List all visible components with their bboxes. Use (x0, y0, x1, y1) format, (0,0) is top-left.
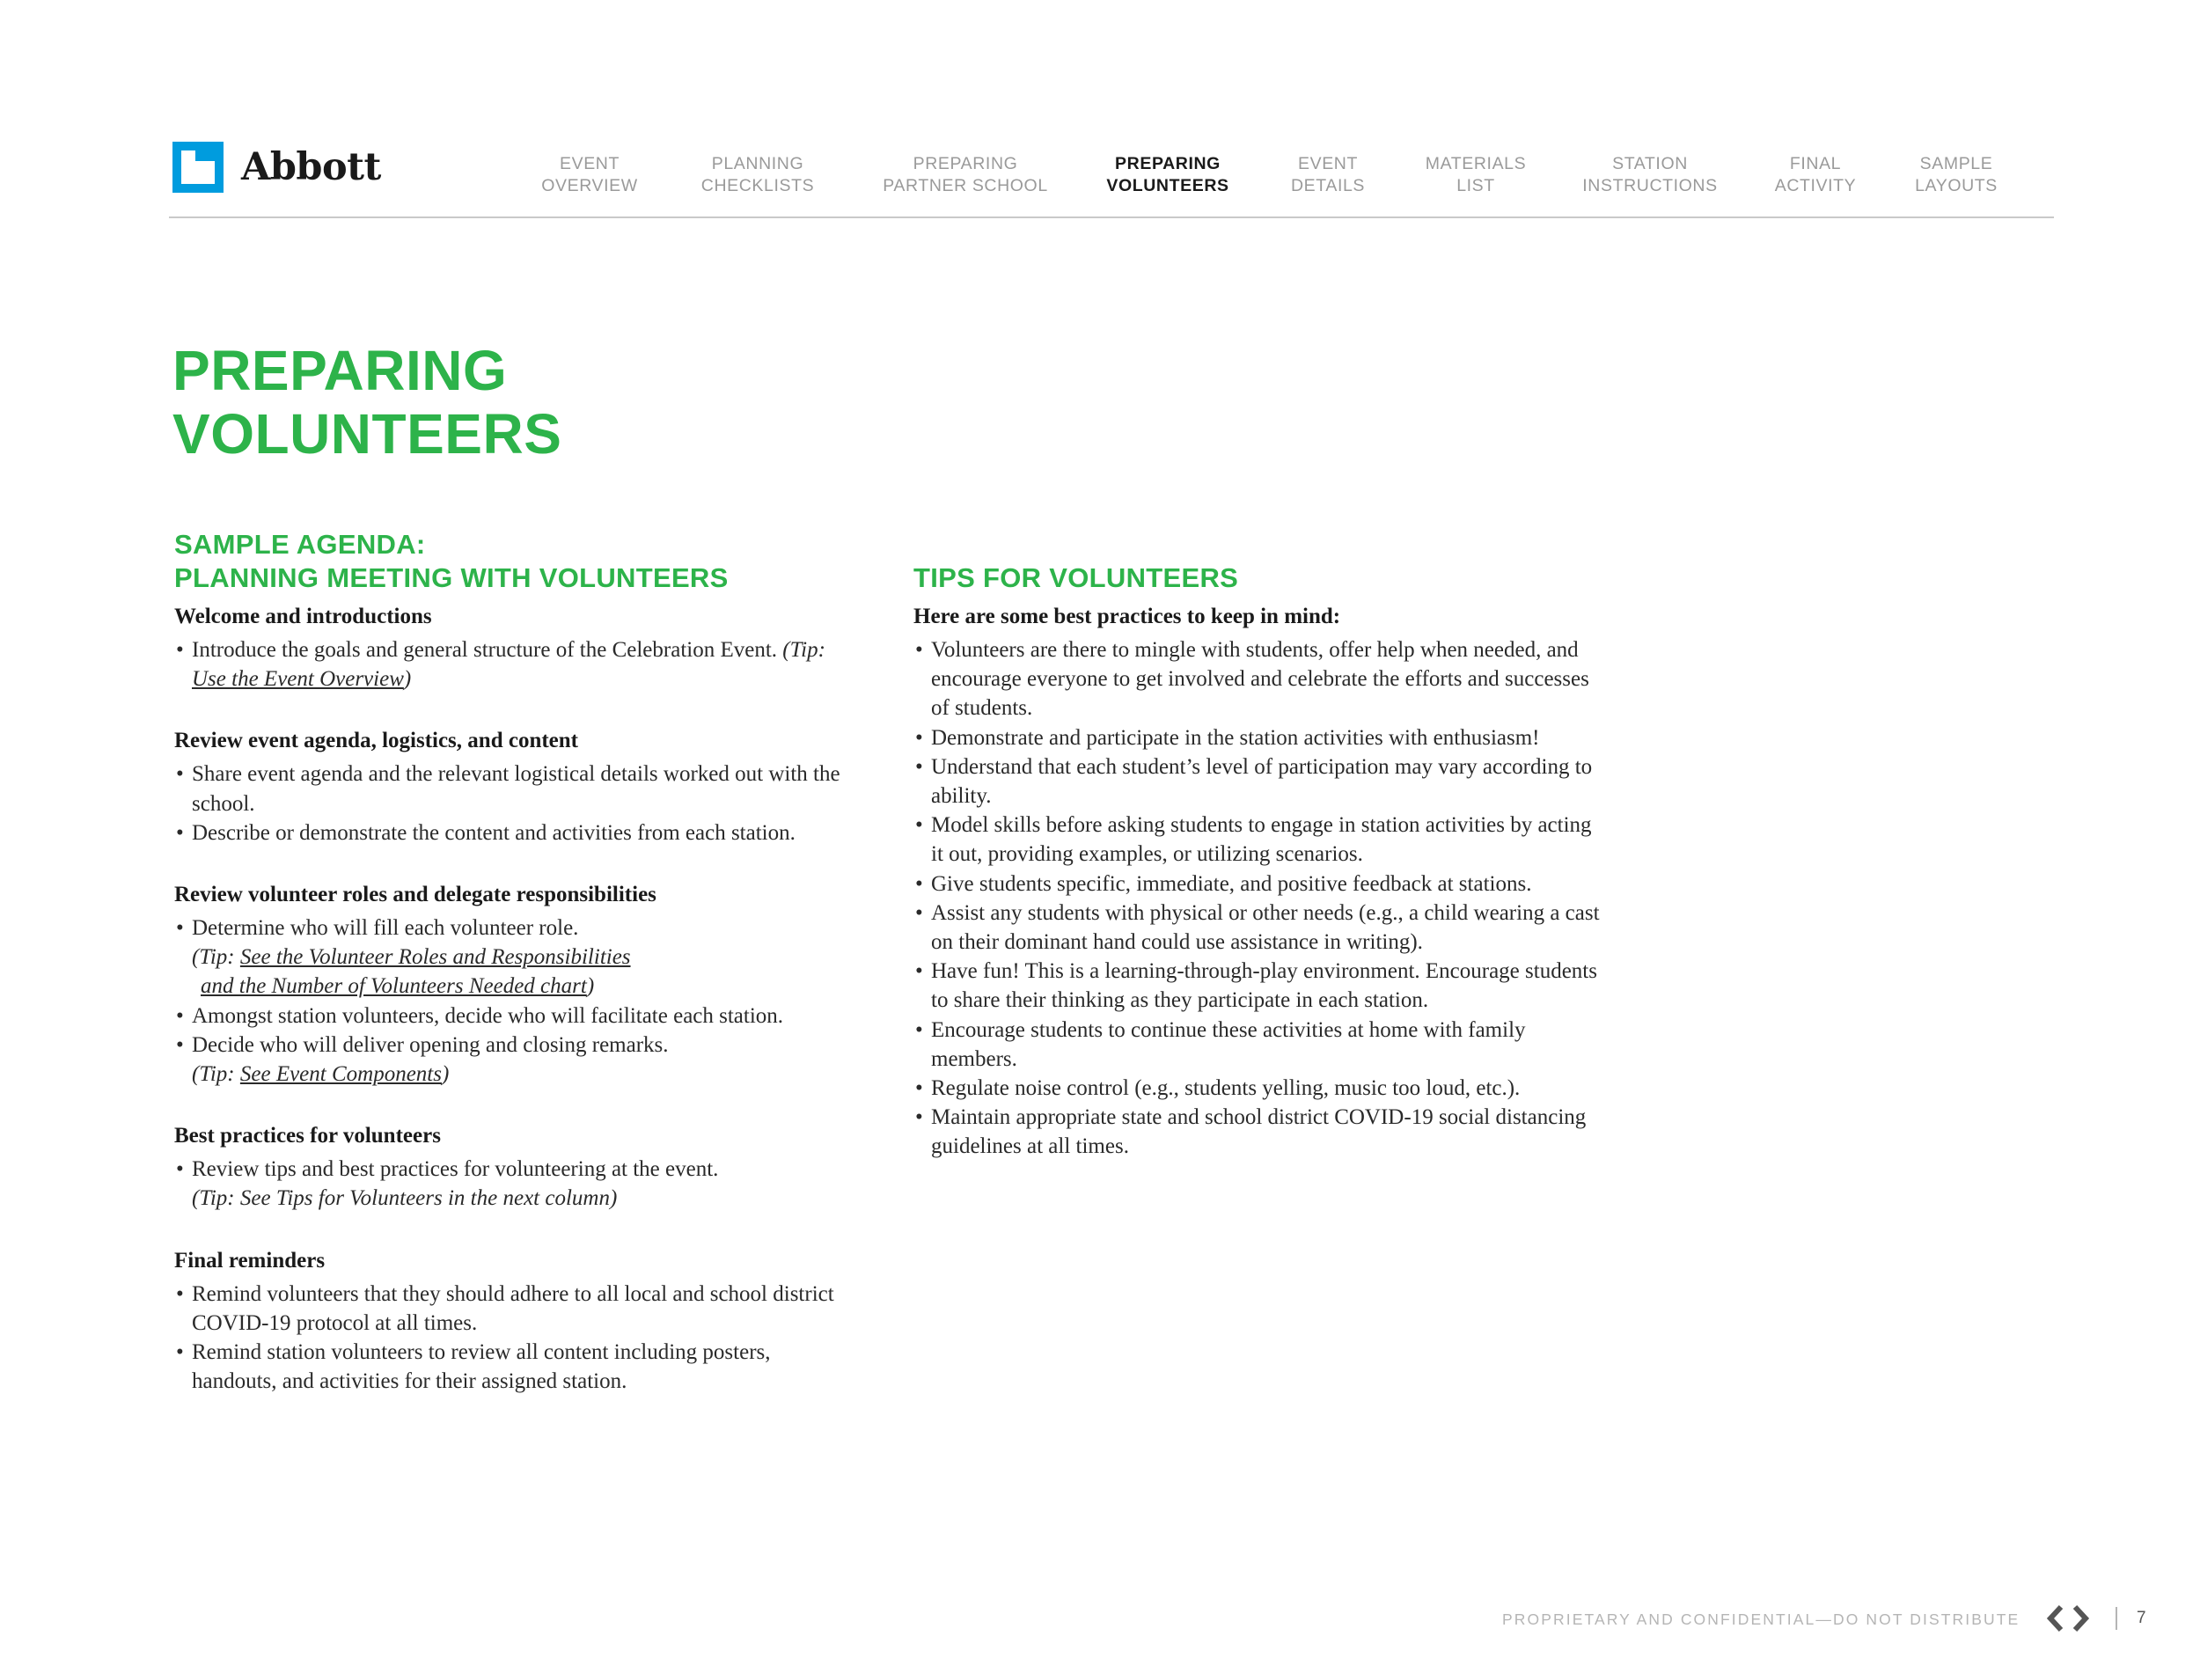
list-item: • Describe or demonstrate the content and activities from each station. (174, 818, 843, 847)
nav-final-activity[interactable]: FINAL ACTIVITY (1774, 154, 1857, 195)
volunteer-roles-link[interactable]: See the Volunteer Roles and Responsibilities (239, 945, 631, 970)
brand-name: Abbott (241, 145, 381, 189)
list-item: • Model skills before asking students to engage in station activities by acting it out, providing examples, or utilizing scenarios. (913, 811, 1600, 869)
tips-heading: TIPS FOR VOLUNTEERS (913, 562, 1239, 593)
agenda-item-title: Welcome and introductions (174, 605, 432, 628)
list-item: • Have fun! This is a learning-through-play environment. Encourage students to share their thinking as they participate in each station. (913, 957, 1600, 1015)
sample-agenda-heading: SAMPLE AGENDA: PLANNING MEETING WITH VOLUNTEERS (174, 529, 729, 593)
nav-event-details[interactable]: EVENT DETAILS (1290, 154, 1366, 195)
nav-sample-layouts[interactable]: SAMPLE LAYOUTS (1915, 154, 1998, 195)
pager-divider (2116, 1607, 2117, 1630)
confidential-notice: PROPRIETARY AND CONFIDENTIAL—DO NOT DISTRIBUTE (1502, 1610, 2020, 1628)
agenda-item-title: Review volunteer roles and delegate responsibilities (174, 883, 656, 907)
list-item: • Understand that each student’s level of participation may vary according to ability. (913, 752, 1600, 811)
sample-agenda-section (174, 528, 843, 1396)
event-components-link[interactable]: See Event Components (239, 1062, 442, 1087)
list-item: • Assist any students with physical or other needs (e.g., a child wearing a cast on their dominant hand could use assistance in writing). (913, 899, 1600, 957)
nav-station-instructions[interactable]: STATION INSTRUCTIONS (1582, 154, 1718, 195)
list-item: • Encourage students to continue these activities at home with family members. (913, 1016, 1600, 1074)
chevron-left-icon[interactable] (2043, 1603, 2068, 1633)
agenda-review-roles (174, 880, 843, 1089)
agenda-final-reminders (174, 1246, 843, 1397)
nav-event-overview[interactable]: EVENT OVERVIEW (541, 154, 638, 195)
agenda-item-title: Final reminders (174, 1248, 326, 1273)
top-navigation (0, 0, 2200, 202)
page-number: 7 (2137, 1609, 2146, 1627)
nav-planning-checklists[interactable]: PLANNING CHECKLISTS (700, 154, 815, 195)
agenda-item-title: Review event agenda, logistics, and content (174, 729, 578, 753)
list-item: • Amongst station volunteers, decide who will facilitate each station. (174, 1001, 843, 1031)
list-item: • Maintain appropriate state and school district COVID-19 social distancing guidelines at all times. (913, 1103, 1600, 1161)
tips-section (913, 528, 1600, 1162)
agenda-item-title: Best practices for volunteers (174, 1124, 441, 1148)
tips-list (913, 635, 1600, 1162)
nav-preparing-volunteers[interactable]: PREPARING VOLUNTEERS (1106, 154, 1229, 195)
list-item: • Remind volunteers that they should adhere to all local and school district COVID-19 protocol at all times. (174, 1280, 843, 1338)
list-item: • Give students specific, immediate, and positive feedback at stations. (913, 869, 1600, 899)
list-item: • Regulate noise control (e.g., students yelling, music too loud, etc.). (913, 1074, 1600, 1103)
nav-materials-list[interactable]: MATERIALS LIST (1425, 154, 1527, 195)
page-navigation (2043, 1603, 2146, 1633)
event-overview-link[interactable]: Use the Event Overview (192, 667, 404, 692)
list-item: • Share event agenda and the relevant logistical details worked out with the school. (174, 759, 843, 818)
list-item: • Volunteers are there to mingle with students, offer help when needed, and encourage everyone to get involved and celebrate the efforts and successes of students. (913, 635, 1600, 723)
chevron-right-icon[interactable] (2068, 1603, 2093, 1633)
list-item: • Remind station volunteers to review all content including posters, handouts, and activities for their assigned station. (174, 1338, 843, 1396)
list-item: • Review tips and best practices for volunteering at the event. (Tip: See Tips for Volunteers in the next column) (174, 1155, 843, 1213)
page-title: PREPARING VOLUNTEERS (172, 339, 562, 466)
agenda-review-content (174, 726, 843, 847)
agenda-welcome (174, 602, 843, 693)
list-item: • Demonstrate and participate in the station activities with enthusiasm! (913, 723, 1600, 752)
list-item: • Introduce the goals and general structure of the Celebration Event. (Tip: Use the Event Overview) (174, 635, 843, 693)
list-item: • Determine who will fill each volunteer role. (Tip: See the Volunteer Roles and Responsibilities and the Number of Volunteers Needed chart) (174, 913, 843, 1001)
agenda-best-practices (174, 1121, 843, 1213)
header-divider (169, 216, 2054, 218)
tips-intro: Here are some best practices to keep in mind: (913, 605, 1341, 628)
nav-preparing-partner-school[interactable]: PREPARING PARTNER SCHOOL (883, 154, 1048, 195)
volunteers-needed-chart-link[interactable]: and the Number of Volunteers Needed chart) (201, 974, 595, 999)
list-item: • Decide who will deliver opening and closing remarks. (Tip: See Event Components) (174, 1031, 843, 1089)
